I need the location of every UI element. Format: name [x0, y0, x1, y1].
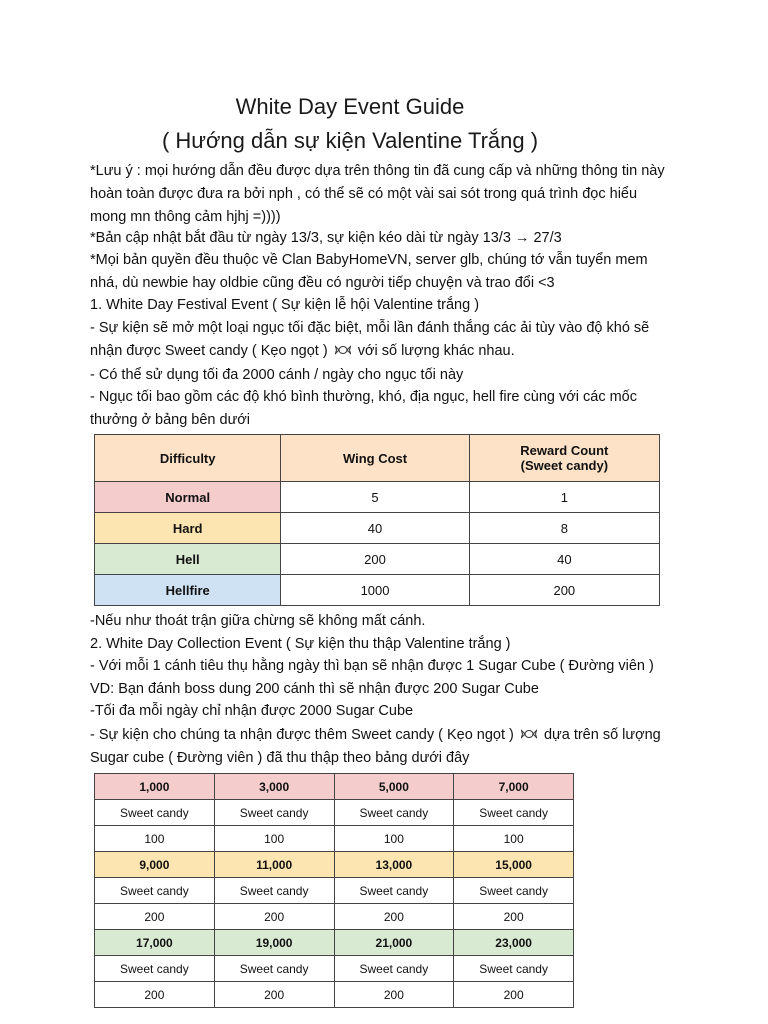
section-1-heading: 1. White Day Festival Event ( Sự kiện lễ hội Valentine trắng ) — [90, 297, 480, 313]
item-cell: Sweet candy — [454, 956, 574, 982]
note-line: -Nếu như thoát trận giữa chừng sẽ không mất cánh. — [90, 613, 426, 629]
item-cell: Sweet candy — [214, 956, 334, 982]
wing-cost-cell: 5 — [281, 482, 469, 513]
amount-cell: 100 — [95, 826, 215, 852]
threshold-cell: 17,000 — [95, 930, 215, 956]
amount-cell: 200 — [95, 982, 215, 1008]
difficulty-cell: Hard — [95, 513, 281, 544]
intro-line: *Lưu ý : mọi hướng dẫn đều được dựa trên thông tin đã cung cấp và những thông tin này — [90, 163, 665, 179]
difficulty-table — [94, 434, 660, 606]
candy-icon — [335, 344, 351, 356]
amount-cell: 200 — [334, 904, 454, 930]
page-subtitle: ( Hướng dẫn sự kiện Valentine Trắng ) — [161, 128, 539, 153]
column-header: Wing Cost — [281, 435, 469, 482]
section-2-text: VD: Bạn đánh boss dung 200 cánh thì sẽ nhận được 200 Sugar Cube — [90, 681, 539, 697]
candy-icon — [521, 728, 537, 740]
threshold-cell: 5,000 — [334, 774, 454, 800]
section-1-text: - Ngục tối bao gồm các độ khó bình thường, khó, địa ngục, hell fire cùng với các mốc — [90, 389, 637, 405]
amount-cell: 200 — [95, 904, 215, 930]
item-cell: Sweet candy — [214, 800, 334, 826]
table-row — [95, 575, 660, 606]
threshold-cell: 15,000 — [454, 852, 574, 878]
item-cell: Sweet candy — [95, 800, 215, 826]
table-row — [95, 482, 660, 513]
difficulty-cell: Normal — [95, 482, 281, 513]
candy-line — [90, 340, 515, 363]
threshold-cell: 1,000 — [95, 774, 215, 800]
column-header — [469, 435, 659, 482]
amount-cell: 100 — [214, 826, 334, 852]
amount-row — [95, 826, 574, 852]
amount-row — [95, 904, 574, 930]
candy-line-text: dựa trên số lượng — [543, 727, 661, 743]
amount-cell: 200 — [214, 904, 334, 930]
candy-line-text: với số lượng khác nhau. — [357, 343, 515, 359]
amount-row — [95, 982, 574, 1008]
amount-cell: 200 — [214, 982, 334, 1008]
amount-cell: 100 — [334, 826, 454, 852]
item-row — [95, 956, 574, 982]
section-2-text: - Với mỗi 1 cánh tiêu thụ hằng ngày thì bạn sẽ nhận được 1 Sugar Cube ( Đường viên ) — [90, 658, 654, 674]
difficulty-cell: Hell — [95, 544, 281, 575]
threshold-cell: 19,000 — [214, 930, 334, 956]
table-row — [95, 513, 660, 544]
reward-cell: 40 — [469, 544, 659, 575]
copyright-line: *Mọi bản quyền đều thuộc về Clan BabyHomeVN, server glb, chúng tớ vẫn tuyển mem — [90, 252, 648, 268]
section-1-text: thưởng ở bảng bên dưới — [90, 412, 251, 428]
reward-cell: 200 — [469, 575, 659, 606]
collection-table — [94, 773, 574, 1008]
threshold-cell: 7,000 — [454, 774, 574, 800]
difficulty-cell: Hellfire — [95, 575, 281, 606]
intro-line: hoàn toàn được đưa ra bởi nph , có thể sẽ có một vài sai sót trong quá trình đọc hiểu — [90, 186, 638, 202]
amount-cell: 200 — [454, 982, 574, 1008]
update-date-line: *Bản cập nhật bắt đầu từ ngày 13/3, sự kiện kéo dài từ ngày 13/3 → 27/3 — [90, 230, 562, 246]
reward-cell: 8 — [469, 513, 659, 544]
item-cell: Sweet candy — [334, 800, 454, 826]
candy-line — [90, 724, 661, 747]
threshold-cell: 3,000 — [214, 774, 334, 800]
copyright-line: nhá, dù newbie hay oldbie cũng đều có người tiếp chuyện và trao đổi <3 — [90, 275, 555, 291]
table-header-row — [95, 435, 660, 482]
amount-cell: 200 — [334, 982, 454, 1008]
wing-cost-cell: 40 — [281, 513, 469, 544]
threshold-cell: 13,000 — [334, 852, 454, 878]
table-row — [95, 544, 660, 575]
column-header-line: (Sweet candy) — [520, 458, 609, 473]
reward-cell: 1 — [469, 482, 659, 513]
threshold-row — [95, 930, 574, 956]
item-cell: Sweet candy — [95, 878, 215, 904]
section-2-heading: 2. White Day Collection Event ( Sự kiện thu thập Valentine trắng ) — [90, 636, 511, 652]
item-cell: Sweet candy — [454, 800, 574, 826]
item-cell: Sweet candy — [454, 878, 574, 904]
section-1-text: - Có thể sử dụng tối đa 2000 cánh / ngày cho ngục tối này — [90, 367, 464, 383]
item-cell: Sweet candy — [334, 956, 454, 982]
item-row — [95, 800, 574, 826]
threshold-row — [95, 774, 574, 800]
section-2-text: -Tối đa mỗi ngày chỉ nhận được 2000 Sugar Cube — [90, 703, 414, 719]
threshold-cell: 21,000 — [334, 930, 454, 956]
candy-line-text: nhận được Sweet candy ( Kẹo ngọt ) — [90, 343, 328, 359]
wing-cost-cell: 200 — [281, 544, 469, 575]
column-header-line: Reward Count — [520, 443, 609, 458]
item-cell: Sweet candy — [95, 956, 215, 982]
threshold-cell: 11,000 — [214, 852, 334, 878]
wing-cost-cell: 1000 — [281, 575, 469, 606]
amount-cell: 100 — [454, 826, 574, 852]
section-1-text: - Sự kiện sẽ mở một loại ngục tối đặc biệt, mỗi lần đánh thắng các ải tùy vào độ khó sẽ — [90, 320, 650, 336]
threshold-cell: 23,000 — [454, 930, 574, 956]
item-row — [95, 878, 574, 904]
item-cell: Sweet candy — [214, 878, 334, 904]
candy-line-text: - Sự kiện cho chúng ta nhận được thêm Sweet candy ( Kẹo ngọt ) — [90, 727, 514, 743]
amount-cell: 200 — [454, 904, 574, 930]
threshold-row — [95, 852, 574, 878]
page-title: White Day Event Guide — [235, 94, 465, 119]
item-cell: Sweet candy — [334, 878, 454, 904]
threshold-cell: 9,000 — [95, 852, 215, 878]
intro-line: mong mn thông cảm hjhj =)))) — [90, 209, 281, 225]
section-2-text: Sugar cube ( Đường viên ) đã thu thập theo bảng dưới đây — [90, 750, 470, 766]
column-header: Difficulty — [95, 435, 281, 482]
